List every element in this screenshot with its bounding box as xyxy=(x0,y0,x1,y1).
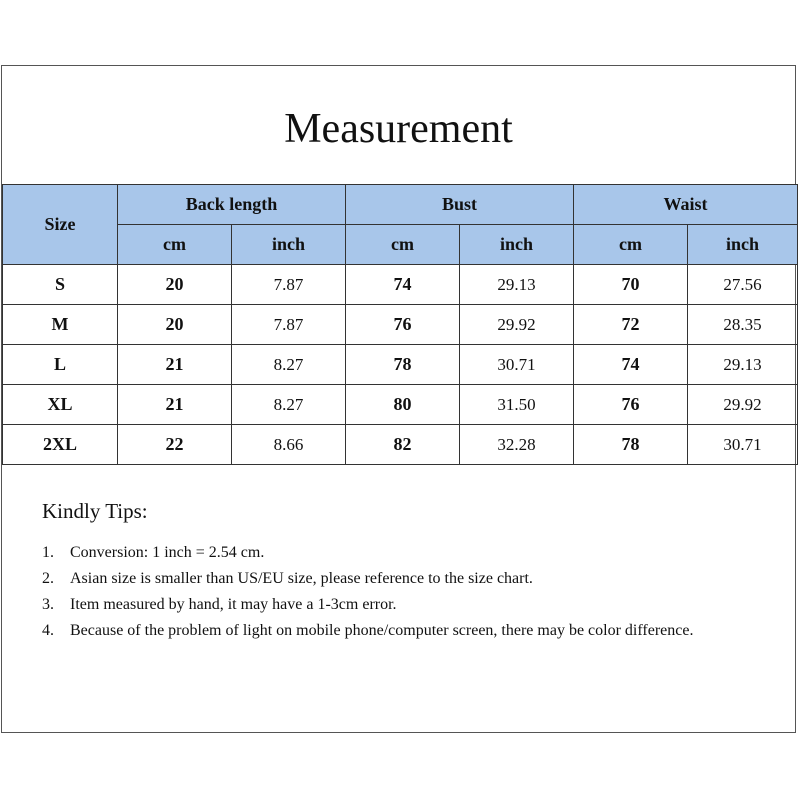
cm-cell: 20 xyxy=(118,265,232,305)
page-title: Measurement xyxy=(284,106,513,152)
inch-cell: 29.13 xyxy=(460,265,574,305)
size-cell: M xyxy=(3,305,118,345)
tip-text: Because of the problem of light on mobile phone/computer screen, there may be color difference. xyxy=(70,622,694,639)
inch-cell: 8.27 xyxy=(232,385,346,425)
unit-header: cm xyxy=(574,225,688,265)
table-row xyxy=(3,385,798,425)
tip-item xyxy=(42,540,762,566)
size-cell: 2XL xyxy=(3,425,118,465)
tip-number: 4. xyxy=(42,622,54,639)
unit-header: inch xyxy=(460,225,574,265)
inch-cell: 30.71 xyxy=(460,345,574,385)
tip-number: 2. xyxy=(42,570,54,587)
cm-cell: 76 xyxy=(346,305,460,345)
cm-cell: 78 xyxy=(574,425,688,465)
inch-cell: 8.27 xyxy=(232,345,346,385)
size-chart-table xyxy=(2,184,798,465)
tips-list xyxy=(42,540,762,644)
unit-header: inch xyxy=(688,225,798,265)
inch-cell: 30.71 xyxy=(688,425,798,465)
cm-cell: 74 xyxy=(574,345,688,385)
cm-cell: 20 xyxy=(118,305,232,345)
group-header-waist: Waist xyxy=(574,185,798,225)
inch-cell: 8.66 xyxy=(232,425,346,465)
inch-cell: 29.13 xyxy=(688,345,798,385)
inch-cell: 29.92 xyxy=(688,385,798,425)
tips-section xyxy=(42,498,762,644)
group-header-bust: Bust xyxy=(346,185,574,225)
tip-item xyxy=(42,592,762,618)
cm-cell: 21 xyxy=(118,345,232,385)
cm-cell: 78 xyxy=(346,345,460,385)
tips-title: Kindly Tips: xyxy=(42,499,148,523)
inch-cell: 27.56 xyxy=(688,265,798,305)
group-header-back-length: Back length xyxy=(118,185,346,225)
table-body xyxy=(3,265,798,465)
cm-cell: 80 xyxy=(346,385,460,425)
table-row xyxy=(3,265,798,305)
tip-item xyxy=(42,566,762,592)
measurement-card xyxy=(1,65,796,733)
tip-number: 3. xyxy=(42,596,54,613)
cm-cell: 70 xyxy=(574,265,688,305)
table-row xyxy=(3,305,798,345)
tip-number: 1. xyxy=(42,544,54,561)
cm-cell: 74 xyxy=(346,265,460,305)
size-cell: L xyxy=(3,345,118,385)
unit-header: cm xyxy=(346,225,460,265)
cm-cell: 76 xyxy=(574,385,688,425)
cm-cell: 22 xyxy=(118,425,232,465)
tip-text: Item measured by hand, it may have a 1-3cm error. xyxy=(70,596,397,613)
tip-text: Asian size is smaller than US/EU size, please reference to the size chart. xyxy=(70,570,533,587)
inch-cell: 29.92 xyxy=(460,305,574,345)
table-row xyxy=(3,425,798,465)
tip-text: Conversion: 1 inch = 2.54 cm. xyxy=(70,544,265,561)
table-row xyxy=(3,345,798,385)
header-row-groups xyxy=(3,185,798,225)
inch-cell: 7.87 xyxy=(232,265,346,305)
unit-header: inch xyxy=(232,225,346,265)
inch-cell: 32.28 xyxy=(460,425,574,465)
size-header: Size xyxy=(3,185,118,265)
cm-cell: 72 xyxy=(574,305,688,345)
unit-header: cm xyxy=(118,225,232,265)
tip-item xyxy=(42,618,762,644)
size-cell: S xyxy=(3,265,118,305)
cm-cell: 82 xyxy=(346,425,460,465)
size-cell: XL xyxy=(3,385,118,425)
inch-cell: 7.87 xyxy=(232,305,346,345)
inch-cell: 31.50 xyxy=(460,385,574,425)
cm-cell: 21 xyxy=(118,385,232,425)
header-row-units xyxy=(3,225,798,265)
inch-cell: 28.35 xyxy=(688,305,798,345)
